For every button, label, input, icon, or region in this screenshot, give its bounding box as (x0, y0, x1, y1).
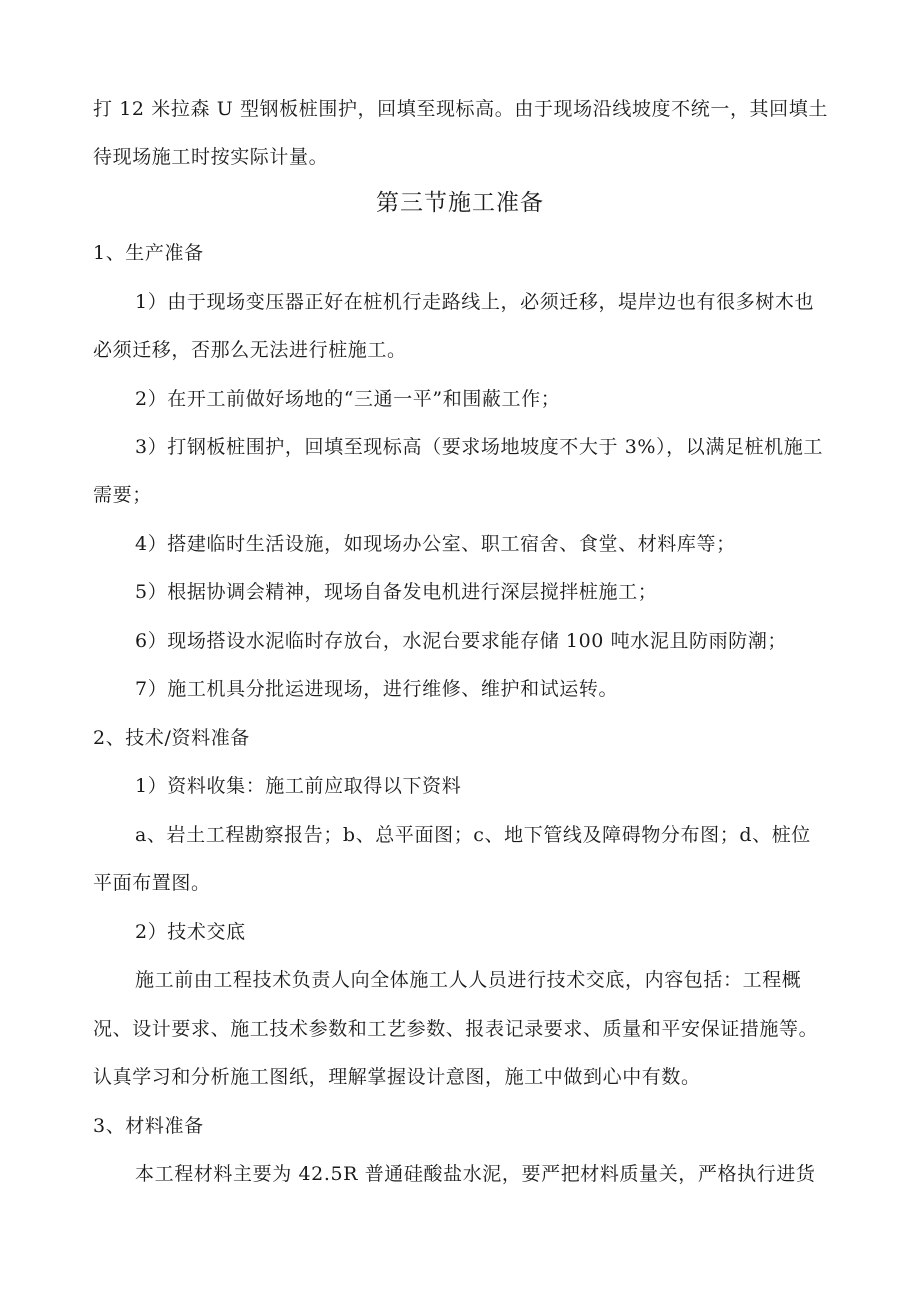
technical-item-2-detail-line-3: 认真学习和分析施工图纸，理解掌握设计意图，施工中做到心中有数。 (93, 1066, 701, 1088)
technical-heading: 2、技术/资料准备 (93, 727, 250, 749)
technical-item-1-detail-line-1: a、岩土工程勘察报告；b、总平面图；c、地下管线及障碍物分布图；d、桩位 (135, 824, 811, 846)
technical-item-1: 1）资料收集：施工前应取得以下资料 (135, 775, 462, 797)
intro-line-2: 待现场施工时按实际计量。 (93, 146, 329, 168)
technical-item-2: 2）技术交底 (135, 921, 246, 943)
technical-item-2-detail-line-1: 施工前由工程技术负责人向全体施工人人员进行技术交底，内容包括：工程概 (135, 969, 802, 991)
production-item-7: 7）施工机具分批运进现场，进行维修、维护和试运转。 (135, 678, 619, 700)
production-heading: 1、生产准备 (93, 242, 204, 264)
production-item-4: 4）搭建临时生活设施，如现场办公室、职工宿舍、食堂、材料库等； (135, 533, 736, 555)
section-title: 第三节施工准备 (376, 190, 544, 216)
production-item-1-line-2: 必须迁移，否那么无法进行桩施工。 (93, 339, 407, 361)
intro-line-1: 打 12 米拉森 U 型钢板桩围护，回填至现标高。由于现场沿线坡度不统一，其回填土 (93, 98, 828, 120)
production-item-2: 2）在开工前做好场地的“三通一平”和围蔽工作； (135, 388, 561, 410)
materials-line-1: 本工程材料主要为 42.5R 普通硅酸盐水泥，要严把材料质量关，严格执行进货 (135, 1163, 816, 1185)
materials-heading: 3、材料准备 (93, 1115, 204, 1137)
production-item-1-line-1: 1）由于现场变压器正好在桩机行走路线上，必须迁移，堤岸边也有很多树木也 (135, 291, 815, 313)
technical-item-1-detail-line-2: 平面布置图。 (93, 872, 211, 894)
technical-item-2-detail-line-2: 况、设计要求、施工技术参数和工艺参数、报表记录要求、质量和平安保证措施等。 (93, 1018, 819, 1040)
production-item-3-line-2: 需要； (93, 484, 152, 506)
production-item-6: 6）现场搭设水泥临时存放台，水泥台要求能存储 100 吨水泥且防雨防潮； (135, 630, 788, 652)
production-item-5: 5）根据协调会精神，现场自备发电机进行深层搅拌桩施工； (135, 581, 658, 603)
production-item-3-line-1: 3）打钢板桩围护，回填至现标高（要求场地坡度不大于 3%），以满足桩机施工 (135, 436, 823, 458)
